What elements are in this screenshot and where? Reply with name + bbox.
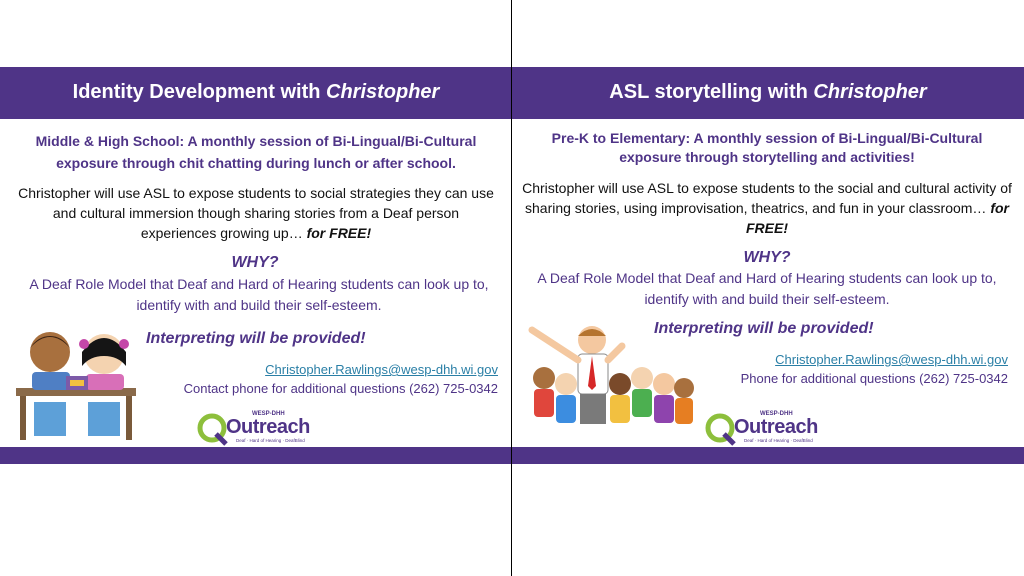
right-why: WHY? [743, 249, 791, 266]
logo-tagline: Deaf · Hard of Hearing · DeafBlind [744, 438, 813, 443]
right-body: Christopher will use ASL to expose students to the social and cultural activity of sharing stories, using improvisation, theatrics, and fun in your classroom… for FREE! [522, 180, 1012, 236]
right-interpreting: Interpreting will be provided! [654, 320, 874, 337]
left-subtitle: Middle & High School: A monthly session of Bi-Lingual/Bi-Cultural exposure through chit chatting during lunch or after school. [35, 133, 477, 171]
logo-top-text: WESP-DHH [252, 411, 285, 417]
right-subtitle: Pre-K to Elementary: A monthly session of Bi-Lingual/Bi-Cultural exposure through storytelling and activities! [551, 130, 983, 165]
footer-band [0, 447, 1024, 464]
right-title: ASL storytelling with Christopher [609, 81, 927, 103]
left-role-model: A Deaf Role Model that Deaf and Hard of Hearing students can look up to, identify with and build their self-esteem. [29, 276, 489, 313]
left-why: WHY? [231, 254, 279, 271]
right-outreach-logo [704, 410, 834, 446]
right-role-model: A Deaf Role Model that Deaf and Hard of Hearing students can look up to, identify with and build their self-esteem. [537, 270, 997, 307]
right-phone: Phone for additional questions (262) 725-0342 [740, 371, 1008, 386]
left-email-link[interactable]: Christopher.Rawlings@wesp-dhh.wi.gov [265, 362, 498, 377]
left-outreach-logo [196, 410, 326, 446]
left-interpreting: Interpreting will be provided! [146, 330, 366, 347]
students-clipart [12, 322, 140, 442]
logo-tagline: Deaf · Hard of Hearing · DeafBlind [236, 438, 305, 443]
left-title: Identity Development with Christopher [72, 81, 440, 103]
logo-top-text: WESP-DHH [760, 411, 793, 417]
right-email-link[interactable]: Christopher.Rawlings@wesp-dhh.wi.gov [775, 352, 1008, 367]
logo-word: Outreach [734, 416, 818, 438]
left-phone: Contact phone for additional questions (262) 725-0342 [183, 381, 498, 396]
logo-word: Outreach [226, 416, 310, 438]
left-body: Christopher will use ASL to expose students to social strategies they can use and cultural immersion though sharing stories from a Deaf person experiences growing up… for FREE! [18, 185, 494, 241]
